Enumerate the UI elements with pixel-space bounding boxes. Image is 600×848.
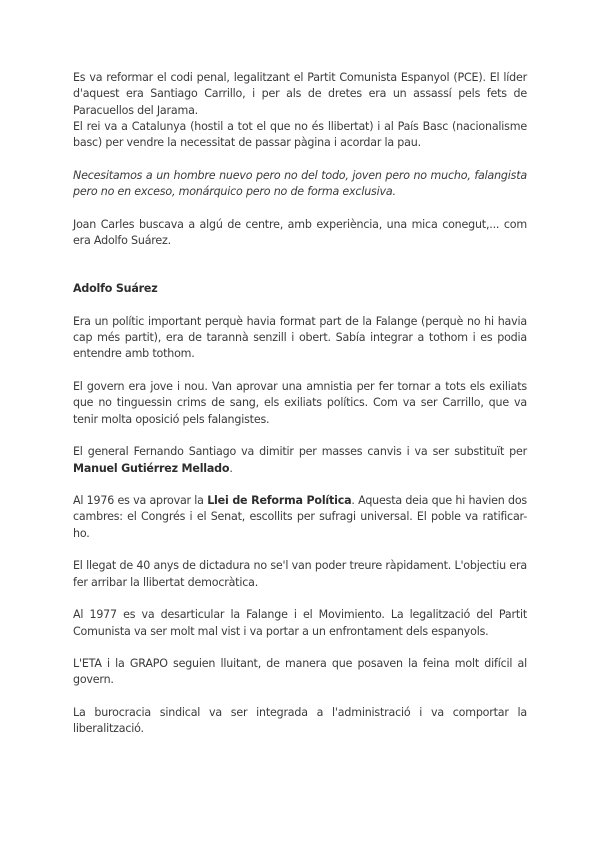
text-segment: El general Fernando Santiago va dimitir per masses canvis i va ser substituït per bbox=[73, 445, 527, 459]
paragraph-general-resignation bbox=[73, 444, 527, 477]
paragraph-suarez-profile: Era un polític important perquè havia format part de la Falange (perquè no hi havia cap més partit), era de tarannà senzill i obert. Sabía integrar a tothom i es podia entendre amb tothom. bbox=[73, 314, 527, 361]
text-segment: Al 1976 es va aprovar la bbox=[73, 494, 208, 508]
paragraph-pce-legalization: Es va reformar el codi penal, legalitzant el Partit Comunista Espanyol (PCE). El líder d'aquest era Santiago Carrillo, i per als de dretes era un assassí pels fets de Paracuellos del Jarama. bbox=[73, 71, 527, 117]
section-heading: Adolfo Suárez bbox=[73, 282, 158, 296]
page-content bbox=[73, 70, 527, 738]
text-segment: . bbox=[229, 461, 233, 475]
bold-name: Manuel Gutiérrez Mellado bbox=[73, 461, 230, 475]
bold-law-name: Llei de Reforma Política bbox=[207, 494, 352, 508]
text-segment: . Aquesta deia que hi havien dos cambres: el Congrés i el Senat, escollits per sufragi universal. El poble va ratificar-ho. bbox=[73, 494, 528, 540]
paragraph-falange-dismantled: Al 1977 es va desarticular la Falange i el Movimiento. La legalització del Partit Comunista va ser molt mal vist i va portar a un enfrontament dels espanyols. bbox=[73, 608, 527, 638]
paragraph-reform-law bbox=[73, 493, 527, 542]
paragraph-union-bureaucracy: La burocracia sindical va ser integrada a l'administració i va comportar la liberalització. bbox=[73, 705, 527, 736]
paragraph-joan-carles: Joan Carles buscava a algú de centre, amb experiència, una mica conegut,... com era Adolfo Suárez. bbox=[73, 217, 527, 247]
paragraph-government-amnesty: El govern era jove i nou. Van aprovar una amnistia per fer tornar a tots els exiliats que no tinguessin crims de sang, els exiliats polítics. Com va ser Carrillo, que va tenir molta oposició pels falangistes. bbox=[73, 380, 527, 426]
paragraph-dictatorship-legacy: El llegat de 40 anys de dictadura no se'l van poder treure ràpidament. L'objectiu era fer arribar la llibertat democràtica. bbox=[73, 559, 527, 589]
paragraph-eta-grapo: L'ETA i la GRAPO seguien lluitant, de manera que posaven la feina molt difícil al govern. bbox=[73, 657, 527, 687]
quote-paragraph: Necesitamos a un hombre nuevo pero no del todo, joven pero no mucho, falangista pero no en exceso, monárquico pero no de forma exclusiva. bbox=[73, 168, 527, 199]
paragraph-king-visits: El rei va a Catalunya (hostil a tot el que no és llibertat) i al País Basc (nacionalisme basc) per vendre la necessitat de passar pàgina i acordar la pau. bbox=[73, 119, 527, 150]
